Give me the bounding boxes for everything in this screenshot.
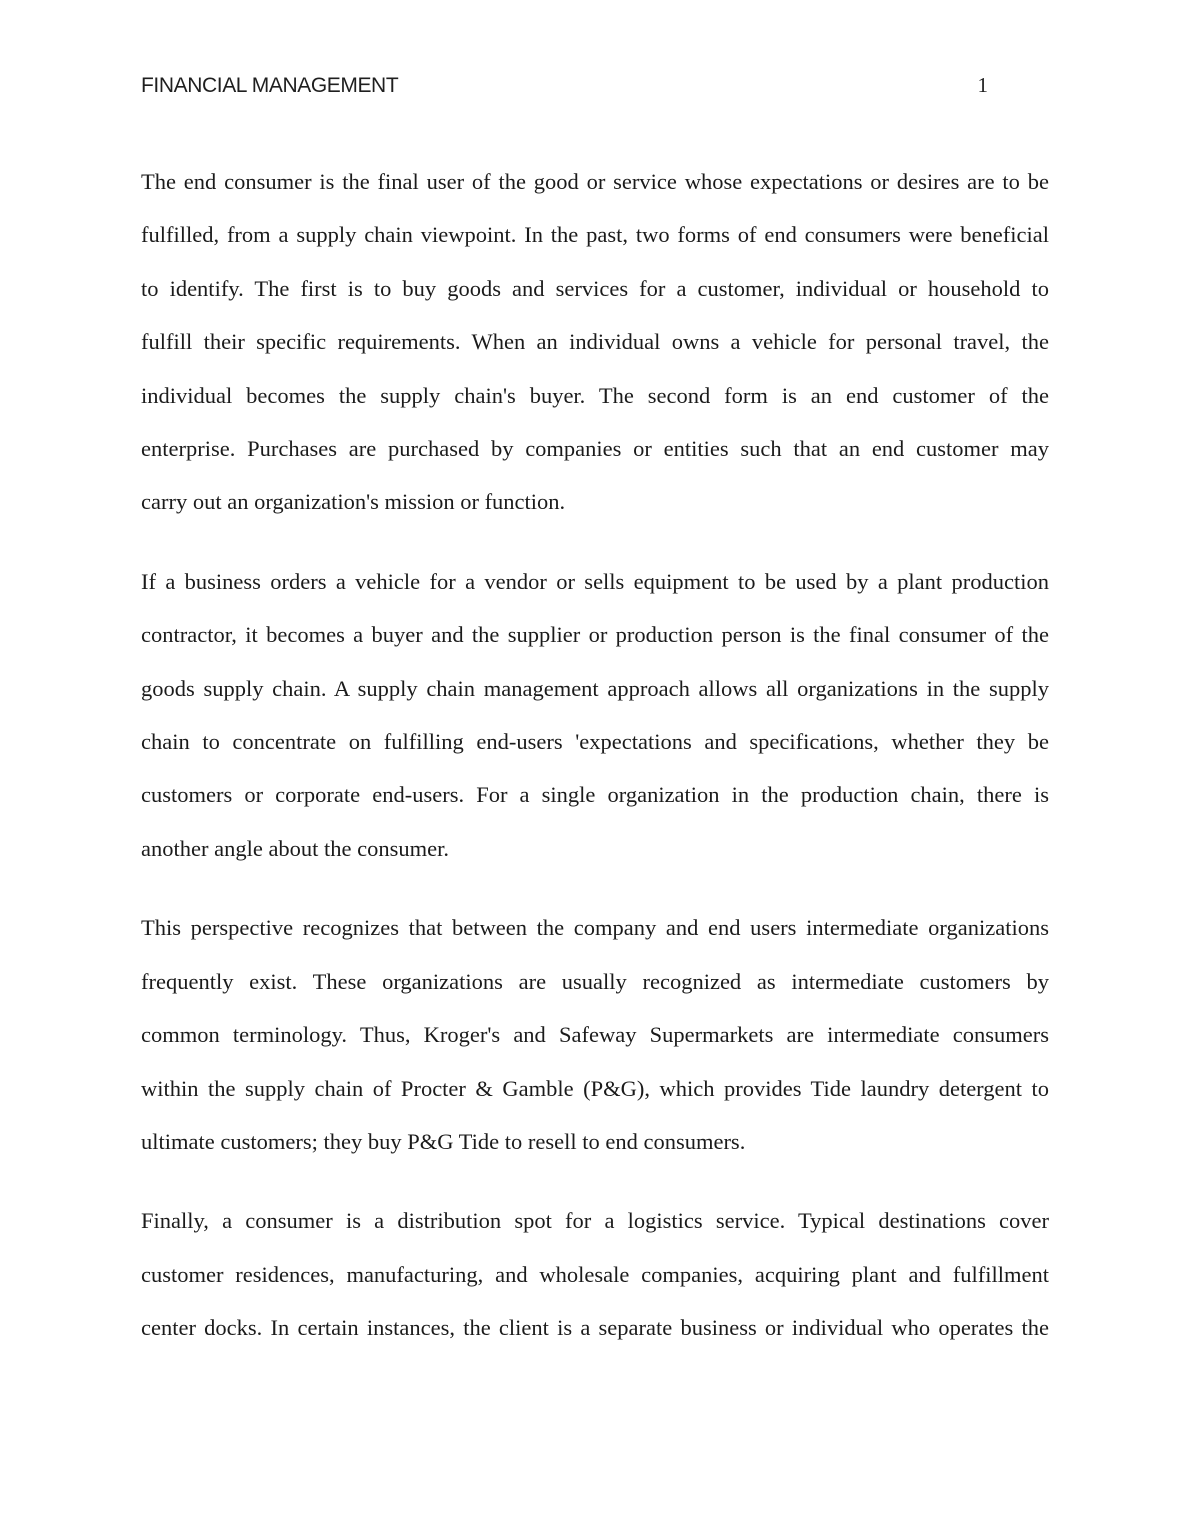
paragraph <box>141 1194 1049 1354</box>
text-line: individual becomes the supply chain's buyer. The second form is an end customer of the <box>141 382 1049 408</box>
text-line: to identify. The first is to buy goods and services for a customer, individual or household to <box>141 275 1049 301</box>
text-line: Finally, a consumer is a distribution spot for a logistics service. Typical destinations cover <box>141 1208 1049 1234</box>
paragraph <box>141 555 1049 875</box>
text-line: ultimate customers; they buy P&G Tide to resell to end consumers. <box>141 1128 746 1154</box>
header-title: FINANCIAL MANAGEMENT <box>141 74 399 97</box>
text-line: center docks. In certain instances, the client is a separate business or individual who operates the <box>141 1315 1049 1341</box>
text-line: fulfilled, from a supply chain viewpoint. In the past, two forms of end consumers were beneficial <box>141 222 1049 248</box>
text-line: If a business orders a vehicle for a vendor or sells equipment to be used by a plant production <box>141 568 1049 594</box>
text-line: within the supply chain of Procter & Gamble (P&G), which provides Tide laundry detergent to <box>141 1075 1049 1101</box>
text-line: common terminology. Thus, Kroger's and Safeway Supermarkets are intermediate consumers <box>141 1022 1049 1048</box>
text-line: customer residences, manufacturing, and wholesale companies, acquiring plant and fulfillment <box>141 1261 1049 1287</box>
text-line: goods supply chain. A supply chain management approach allows all organizations in the supply <box>141 675 1049 701</box>
text-line: carry out an organization's mission or function. <box>141 489 566 515</box>
page-number: 1 <box>977 73 988 97</box>
document-body <box>141 155 1049 1381</box>
text-line: enterprise. Purchases are purchased by companies or entities such that an end customer may <box>141 436 1049 462</box>
text-line: another angle about the consumer. <box>141 835 450 861</box>
text-line: chain to concentrate on fulfilling end-users 'expectations and specifications, whether they be <box>141 729 1049 755</box>
paragraph <box>141 901 1049 1168</box>
paragraph <box>141 155 1049 529</box>
text-line: The end consumer is the final user of the good or service whose expectations or desires are to be <box>141 169 1049 194</box>
text-line: customers or corporate end-users. For a single organization in the production chain, there is <box>141 782 1049 808</box>
text-line: fulfill their specific requirements. When an individual owns a vehicle for personal travel, the <box>141 329 1049 355</box>
running-header <box>141 73 1049 98</box>
text-line: This perspective recognizes that between the company and end users intermediate organizations <box>141 915 1049 941</box>
text-line: frequently exist. These organizations are usually recognized as intermediate customers by <box>141 968 1049 994</box>
text-line: contractor, it becomes a buyer and the supplier or production person is the final consumer of the <box>141 622 1049 648</box>
